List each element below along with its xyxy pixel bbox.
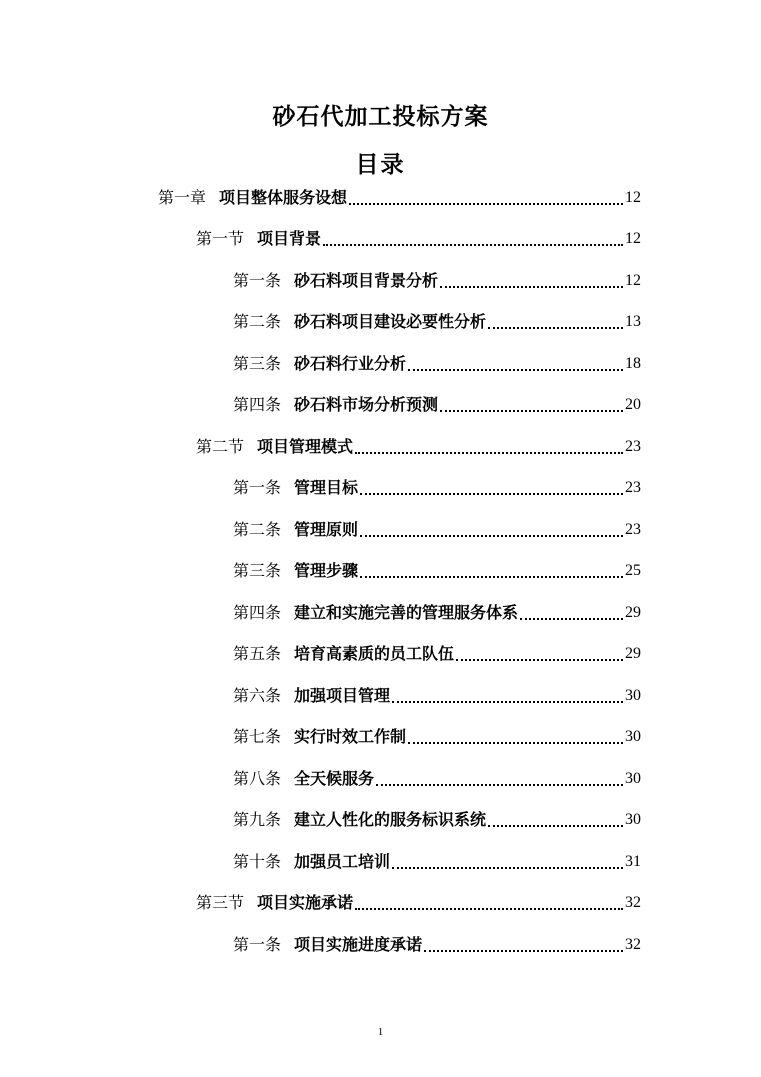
toc-entry-number: 第九条 <box>233 810 282 829</box>
toc-entry-number: 第三条 <box>233 561 282 580</box>
toc-dot-leader <box>376 784 623 786</box>
toc-entry-number: 第一章 <box>158 188 207 207</box>
toc-entry[interactable] <box>233 553 641 581</box>
toc-entry-number: 第六条 <box>233 686 282 705</box>
toc-entry-page: 12 <box>625 272 641 289</box>
toc-entry-title: 项目管理模式 <box>257 437 354 456</box>
toc-dot-leader <box>392 701 623 703</box>
toc-entry-title: 全天候服务 <box>294 769 375 788</box>
toc-dot-leader <box>440 286 623 288</box>
toc-entry[interactable] <box>196 221 641 249</box>
toc-entry-title: 砂石料项目建设必要性分析 <box>294 312 487 331</box>
toc-entry-page: 30 <box>625 770 641 787</box>
toc-entry-page: 30 <box>625 687 641 704</box>
toc-entry[interactable] <box>233 719 641 747</box>
toc-entry-number: 第一条 <box>233 271 282 290</box>
toc-dot-leader <box>408 369 623 371</box>
toc-entry-page: 30 <box>625 728 641 745</box>
toc-entry-title: 实行时效工作制 <box>294 727 407 746</box>
toc-entry-title: 项目整体服务设想 <box>219 188 348 207</box>
toc-entry-page: 13 <box>625 313 641 330</box>
toc-entry-title: 管理目标 <box>294 478 359 497</box>
toc-entry-page: 32 <box>625 936 641 953</box>
toc-entry-number: 第八条 <box>233 769 282 788</box>
toc-entry-page: 12 <box>625 189 641 206</box>
toc-entry[interactable] <box>233 844 641 872</box>
toc-entry-page: 23 <box>625 521 641 538</box>
toc-entry-title: 砂石料项目背景分析 <box>294 271 439 290</box>
toc-dot-leader <box>323 244 623 246</box>
toc-entry-page: 31 <box>625 853 641 870</box>
toc-entry-number: 第二条 <box>233 520 282 539</box>
toc-dot-leader <box>520 618 623 620</box>
toc-entry-title: 管理步骤 <box>294 561 359 580</box>
toc-entry-page: 29 <box>625 604 641 621</box>
toc-entry-title: 加强员工培训 <box>294 852 391 871</box>
toc-entry[interactable] <box>233 263 641 291</box>
toc-dot-leader <box>424 950 623 952</box>
toc-entry-title: 建立人性化的服务标识系统 <box>294 810 487 829</box>
toc-heading: 目录 <box>355 151 406 178</box>
toc-entry-title: 砂石料市场分析预测 <box>294 395 439 414</box>
toc-entry-page: 30 <box>625 811 641 828</box>
toc-entry-number: 第二节 <box>196 437 245 456</box>
toc-dot-leader <box>349 203 623 205</box>
toc-entry[interactable] <box>233 761 641 789</box>
toc-entry-number: 第十条 <box>233 852 282 871</box>
toc-entry-number: 第二条 <box>233 312 282 331</box>
toc-entry[interactable] <box>233 802 641 830</box>
page-number: 1 <box>377 1026 384 1038</box>
toc-dot-leader <box>360 535 623 537</box>
toc-entry-page: 23 <box>625 479 641 496</box>
toc-entry-title: 项目背景 <box>257 229 322 248</box>
toc-entry-number: 第三节 <box>196 893 245 912</box>
toc-entry-number: 第四条 <box>233 603 282 622</box>
toc-entry-title: 培育高素质的员工队伍 <box>294 644 455 663</box>
toc-dot-leader <box>360 493 623 495</box>
toc-entry-number: 第三条 <box>233 354 282 373</box>
toc-entry-title: 项目实施进度承诺 <box>294 935 423 954</box>
toc-entry[interactable] <box>233 678 641 706</box>
toc-dot-leader <box>355 908 623 910</box>
toc-entry-number: 第一节 <box>196 229 245 248</box>
toc-entry-page: 32 <box>625 894 641 911</box>
toc-entry-title: 项目实施承诺 <box>257 893 354 912</box>
toc-entry[interactable] <box>196 885 641 913</box>
toc-dot-leader <box>440 410 623 412</box>
toc-entry[interactable] <box>233 304 641 332</box>
toc-entry-page: 29 <box>625 645 641 662</box>
toc-entry[interactable] <box>196 429 641 457</box>
toc-entry-title: 砂石料行业分析 <box>294 354 407 373</box>
toc-entry-number: 第一条 <box>233 935 282 954</box>
toc-entry[interactable] <box>233 636 641 664</box>
toc-entry-title: 建立和实施完善的管理服务体系 <box>294 603 519 622</box>
toc-dot-leader <box>355 452 623 454</box>
toc-entry-page: 18 <box>625 355 641 372</box>
document-title: 砂石代加工投标方案 <box>272 103 489 130</box>
toc-entry[interactable] <box>158 180 641 208</box>
toc-entry-page: 25 <box>625 562 641 579</box>
toc-entry-page: 20 <box>625 396 641 413</box>
toc-entry-page: 23 <box>625 438 641 455</box>
toc-entry[interactable] <box>233 346 641 374</box>
toc-entry-title: 管理原则 <box>294 520 359 539</box>
toc-entry-page: 12 <box>625 230 641 247</box>
toc-entry[interactable] <box>233 387 641 415</box>
toc-entry-number: 第四条 <box>233 395 282 414</box>
toc-entry[interactable] <box>233 595 641 623</box>
toc-dot-leader <box>392 867 623 869</box>
toc-entry-title: 加强项目管理 <box>294 686 391 705</box>
toc-entry-number: 第七条 <box>233 727 282 746</box>
toc-dot-leader <box>408 742 623 744</box>
toc-entry-number: 第五条 <box>233 644 282 663</box>
toc-dot-leader <box>456 659 623 661</box>
toc-dot-leader <box>360 576 623 578</box>
toc-entry[interactable] <box>233 927 641 955</box>
toc-entry[interactable] <box>233 512 641 540</box>
toc-entry-number: 第一条 <box>233 478 282 497</box>
toc-dot-leader <box>488 327 623 329</box>
toc-entry[interactable] <box>233 470 641 498</box>
toc-dot-leader <box>488 825 623 827</box>
